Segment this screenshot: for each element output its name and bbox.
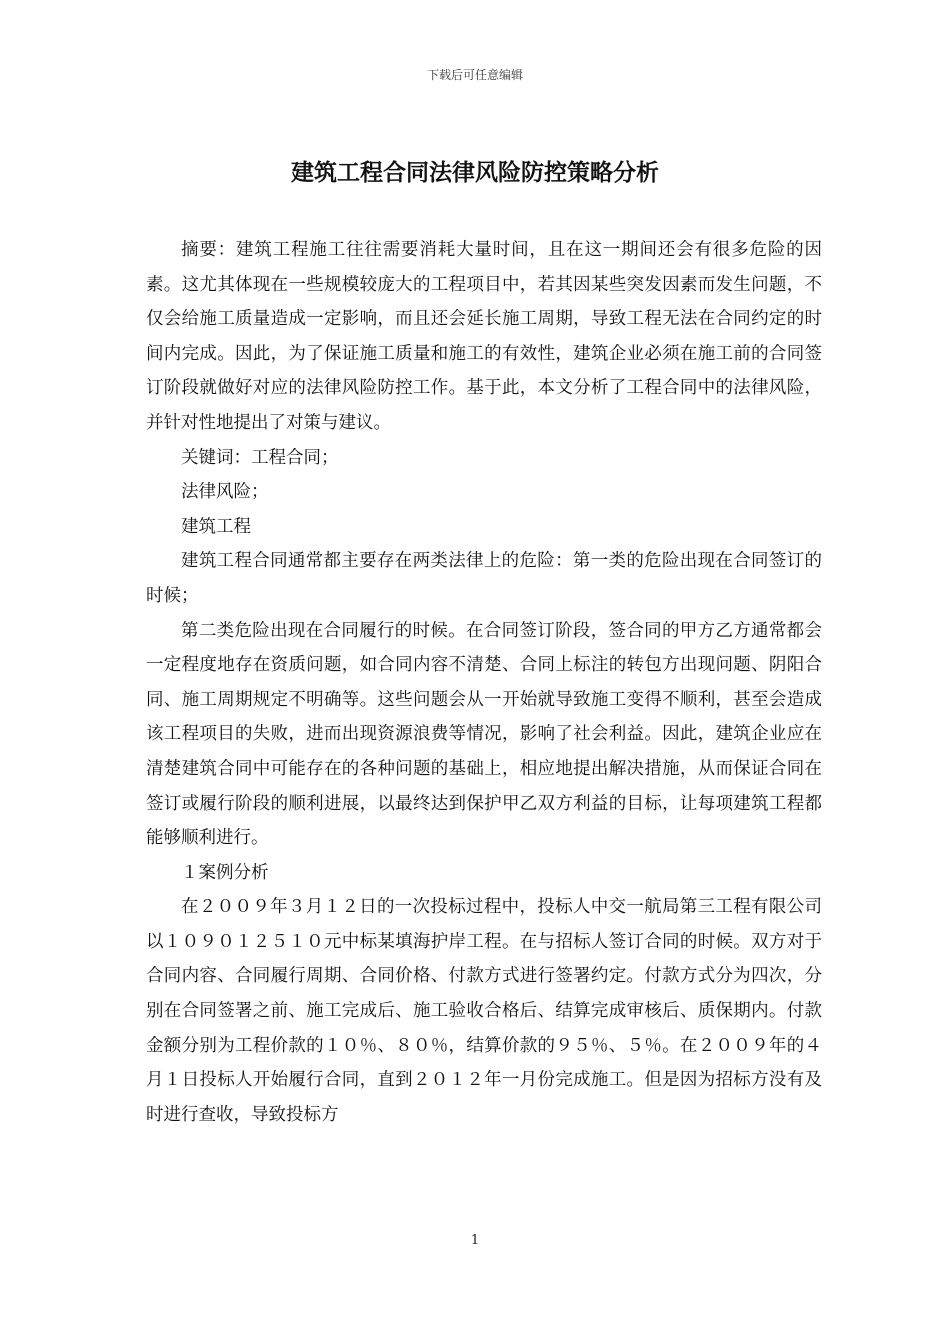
body-paragraph: 建筑工程合同通常都主要存在两类法律上的危险：第一类的危险出现在合同签订的时候；	[146, 551, 822, 606]
keyword-construction: 建筑工程	[181, 516, 251, 537]
document-title: 建筑工程合同法律风险防控策略分析	[291, 160, 659, 186]
keywords-line: 关键词：工程合同；	[181, 447, 339, 468]
body-paragraph: 在２００９年３月１２日的一次投标过程中，投标人中交一航局第三工程有限公司以１０９０１２５１０元中标某填海护岸工程。在与招标人签订合同的时候。双方对于合同内容、合同履行周期、合同价格、付款方式进行签署约定。付款方式分为四次，分别在合同签署之前、施工完成后、施工验收合格后、结算完成审核后、质保期内。付款金额分别为工程价款的１０％、８０％，结算价款的９５％、５％。在２００９年的４月１日投标人开始履行合同，直到２０１２年一月份完成施工。但是因为招标方没有及时进行查收，导致投标方	[146, 897, 822, 1125]
section-heading: １案例分析	[181, 862, 269, 883]
body-paragraph: 第二类危险出现在合同履行的时候。在合同签订阶段，签合同的甲方乙方通常都会一定程度地存在资质问题，如合同内容不清楚、合同上标注的转包方出现问题、阴阳合同、施工周期规定不明确等。这些问题会从一开始就导致施工变得不顺利，甚至会造成该工程项目的失败，进而出现资源浪费等情况，影响了社会利益。因此，建筑企业应在清楚建筑合同中可能存在的各种问题的基础上，相应地提出解决措施，从而保证合同在签订或履行阶段的顺利进展，以最终达到保护甲乙双方利益的目标，让每项建筑工程都能够顺利进行。	[146, 620, 822, 849]
page-header: 下载后可任意编辑	[426, 68, 523, 82]
abstract-paragraph: 摘要：建筑工程施工往往需要消耗大量时间，且在这一期间还会有很多危险的因素。这尤其体现在一些规模较庞大的工程项目中，若其因某些突发因素而发生问题，不仅会给施工质量造成一定影响，而且还会延长施工周期，导致工程无法在合同约定的时间内完成。因此，为了保证施工质量和施工的有效性，建筑企业必须在施工前的合同签订阶段就做好对应的法律风险防控工作。基于此，本文分析了工程合同中的法律风险，并针对性地提出了对策与建议。	[146, 240, 822, 433]
keyword-legal-risk: 法律风险；	[181, 482, 269, 503]
document-body	[146, 233, 822, 1132]
page-number: 1	[470, 1233, 480, 1248]
